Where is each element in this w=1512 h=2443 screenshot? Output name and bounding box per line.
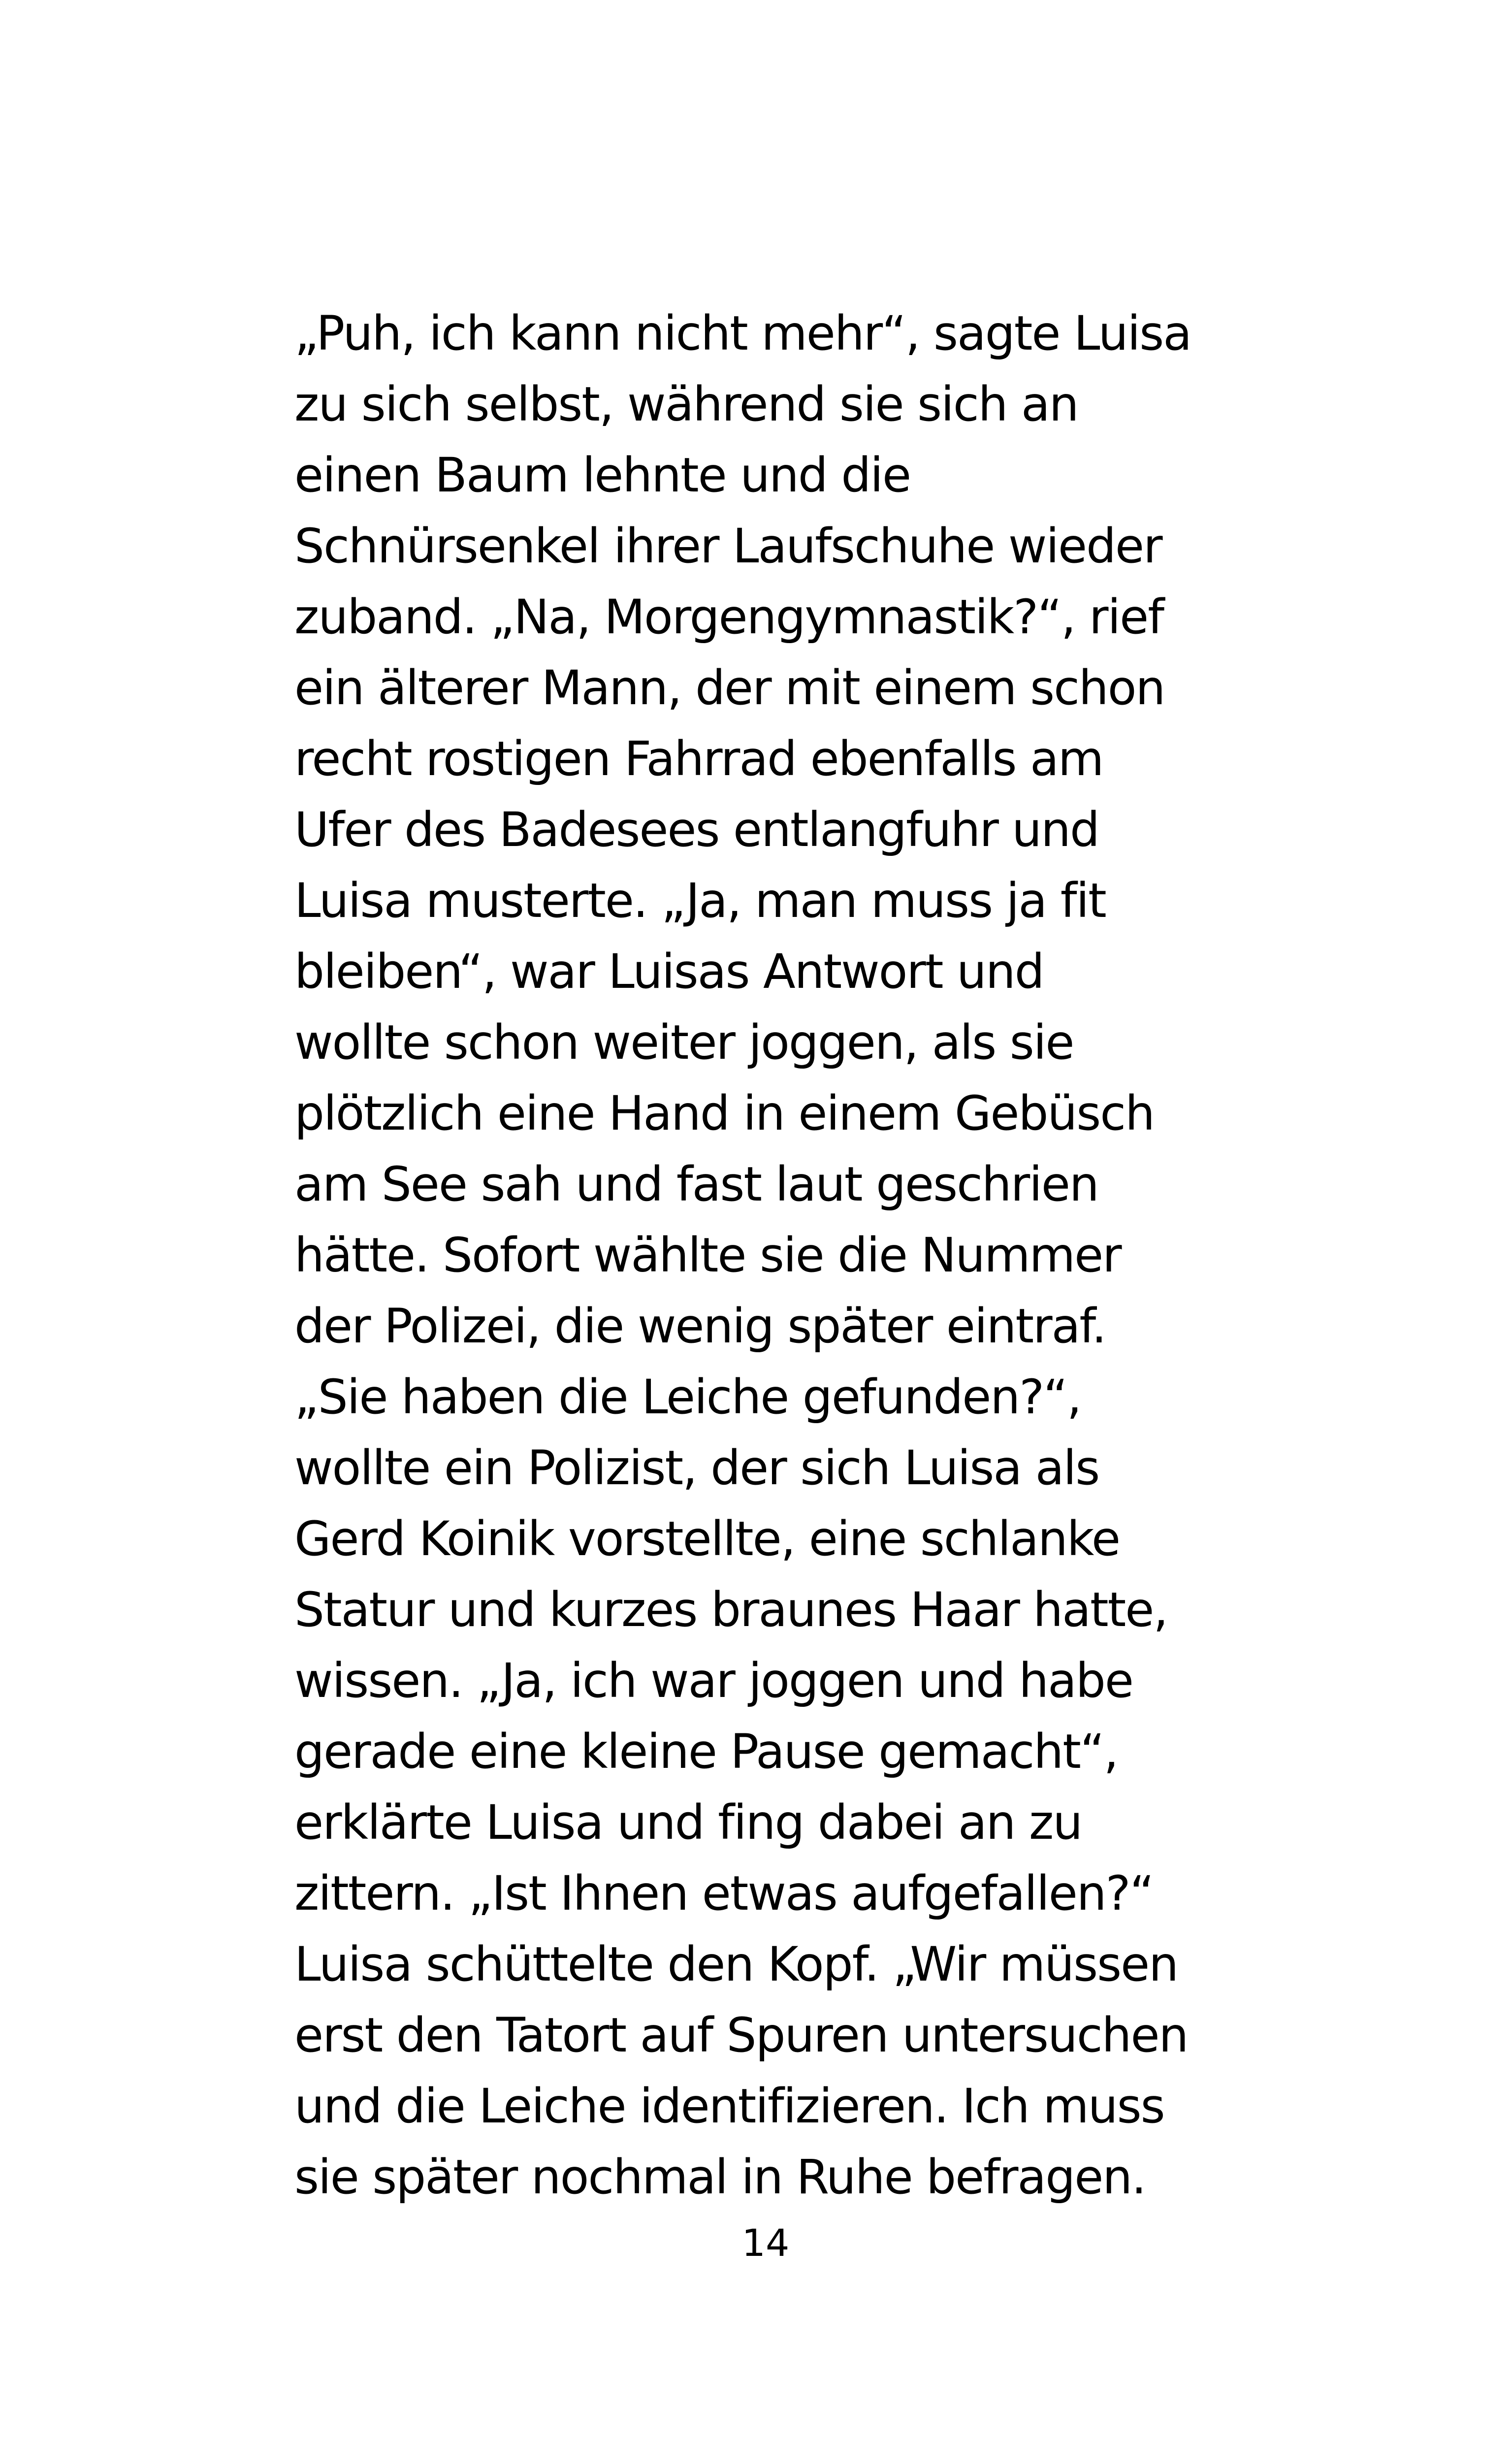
text-line: erst den Tatort auf Spuren untersuchen: [294, 2008, 1188, 2063]
text-line: einen Baum lehnte und die: [294, 448, 911, 503]
text-line: recht rostigen Fahrrad ebenfalls am: [294, 731, 1103, 786]
text-line: ein älterer Mann, der mit einem schon: [294, 660, 1165, 716]
text-line: zuband. „Na, Morgengymnastik?“, rief: [294, 589, 1163, 645]
text-line: zittern. „Ist Ihnen etwas aufgefallen?“: [294, 1866, 1154, 1921]
text-line: „Puh, ich kann nicht mehr“, sagte Luisa: [294, 306, 1191, 361]
body-text: [294, 298, 1279, 2213]
text-line: sie später nochmal in Ruhe befragen.: [294, 2150, 1146, 2205]
text-line: wollte schon weiter joggen, als sie: [294, 1015, 1074, 1070]
text-line: bleiben“, war Luisas Antwort und: [294, 944, 1044, 999]
text-line: der Polizei, die wenig später eintraf.: [294, 1299, 1106, 1354]
text-line: Schnürsenkel ihrer Laufschuhe wieder: [294, 519, 1162, 574]
text-line: Gerd Koinik vorstellte, eine schlanke: [294, 1511, 1120, 1566]
text-line: zu sich selbst, während sie sich an: [294, 377, 1078, 432]
text-line: gerade eine kleine Pause gemacht“,: [294, 1724, 1118, 1779]
text-line: plötzlich eine Hand in einem Gebüsch: [294, 1086, 1154, 1141]
text-line: Statur und kurzes braunes Haar hatte,: [294, 1582, 1167, 1637]
text-line: wollte ein Polizist, der sich Luisa als: [294, 1440, 1099, 1496]
text-line: „Sie haben die Leiche gefunden?“,: [294, 1369, 1081, 1425]
text-line: Ufer des Badesees entlangfuhr und: [294, 802, 1099, 857]
text-line: wissen. „Ja, ich war joggen und habe: [294, 1653, 1133, 1708]
page-number: 14: [741, 2221, 790, 2265]
text-line: hätte. Sofort wählte sie die Nummer: [294, 1228, 1121, 1283]
text-line: Luisa schüttelte den Kopf. „Wir müssen: [294, 1937, 1178, 1992]
text-line: erklärte Luisa und fing dabei an zu: [294, 1795, 1082, 1850]
text-line: am See sah und fast laut geschrien: [294, 1157, 1098, 1212]
text-line: Luisa musterte. „Ja, man muss ja fit: [294, 873, 1106, 928]
text-line: und die Leiche identifizieren. Ich muss: [294, 2079, 1164, 2134]
